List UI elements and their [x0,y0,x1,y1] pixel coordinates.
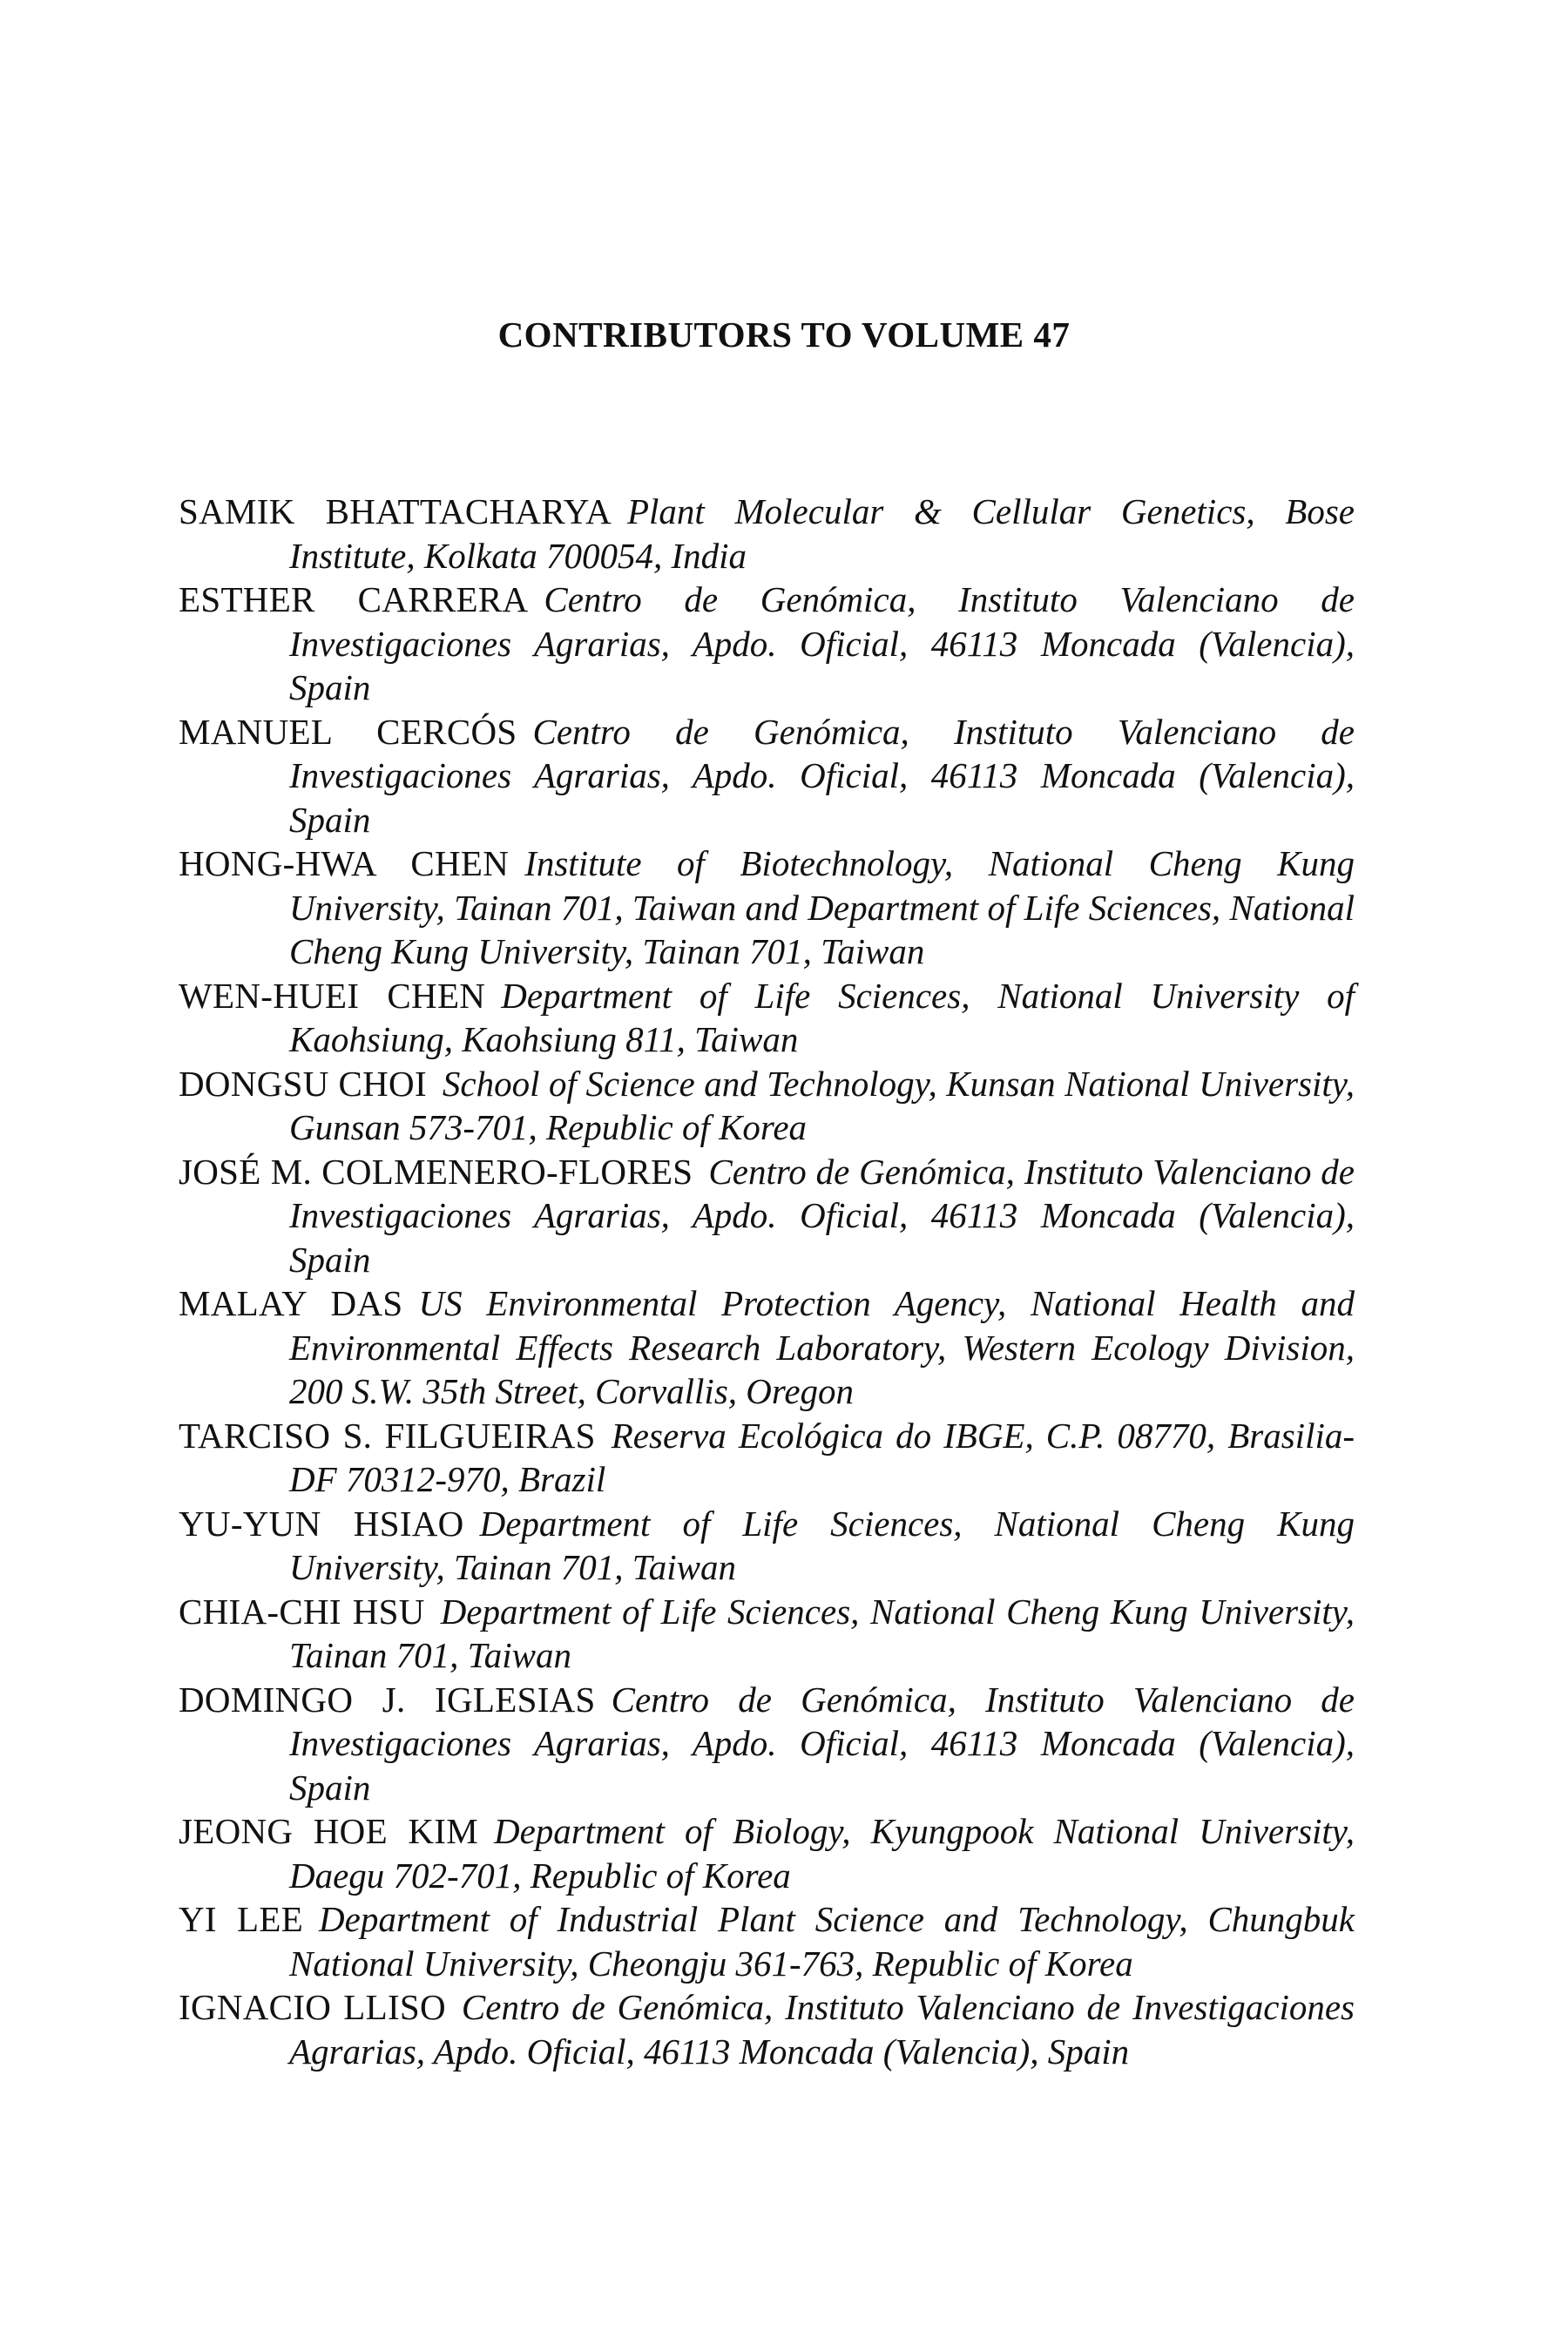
contributor-entry [179,1150,1355,1282]
contributor-name: MALAY DAS [179,1283,403,1323]
contributor-entry [179,1414,1355,1502]
contributor-affiliation: Department of Life Sciences, National University of Kaohsiung, Kaohsiung 811, Taiwan [289,975,1355,1059]
contributor-name: MANUEL CERCÓS [179,711,517,752]
contributor-entry [179,1897,1355,1985]
contributor-affiliation: Department of Life Sciences, National Cheng Kung University, Tainan 701, Taiwan [289,1503,1355,1587]
contributor-affiliation: Centro de Genómica, Instituto Valenciano de Investigaciones Agrarias, Apdo. Oficial, 46113 Moncada (Valencia), Spain [289,1987,1355,2072]
contributor-affiliation: Centro de Genómica, Instituto Valenciano de Investigaciones Agrarias, Apdo. Oficial, 46113 Moncada (Valencia), Spain [289,1151,1355,1280]
contributor-entry [179,710,1355,842]
contributor-affiliation: Institute of Biotechnology, National Cheng Kung University, Tainan 701, Taiwan and Department of Life Sciences, National Cheng Kung University, Tainan 701, Taiwan [289,843,1355,971]
contributor-entry [179,841,1355,974]
contributor-affiliation: Plant Molecular & Cellular Genetics, Bose Institute, Kolkata 700054, India [289,491,1355,576]
contributor-entry [179,1809,1355,1897]
contributor-entry [179,490,1355,578]
contributor-affiliation: Centro de Genómica, Instituto Valenciano de Investigaciones Agrarias, Apdo. Oficial, 46113 Moncada (Valencia), Spain [289,579,1355,707]
contributor-name: WEN-HUEI CHEN [179,975,486,1016]
contributor-entry [179,1985,1355,2073]
contributor-entry [179,578,1355,710]
contributor-name: JEONG HOE KIM [179,1811,478,1851]
contributor-affiliation: Centro de Genómica, Instituto Valenciano de Investigaciones Agrarias, Apdo. Oficial, 46113 Moncada (Valencia), Spain [289,1679,1355,1808]
contributor-name: DOMINGO J. IGLESIAS [179,1679,596,1720]
contributor-affiliation: Department of Life Sciences, National Cheng Kung University, Tainan 701, Taiwan [289,1591,1355,1675]
contributor-name: TARCISO S. FILGUEIRAS [179,1415,596,1456]
contributor-list [179,490,1355,2073]
contributor-entry [179,974,1355,1062]
contributor-entry [179,1062,1355,1150]
contributor-affiliation: Reserva Ecológica do IBGE, C.P. 08770, Brasilia-DF 70312-970, Brazil [289,1415,1355,1499]
contributor-name: YI LEE [179,1899,304,1939]
contributor-name: DONGSU CHOI [179,1063,427,1104]
contributor-name: JOSÉ M. COLMENERO-FLORES [179,1151,693,1192]
contributor-entry [179,1502,1355,1590]
contributor-affiliation: US Environmental Protection Agency, National Health and Environmental Effects Research Laboratory, Western Ecology Division, 200 S.W. 35th Street, Corvallis, Oregon [289,1283,1355,1411]
contributor-name: HONG-HWA CHEN [179,843,510,883]
contributor-entry [179,1590,1355,1678]
contributor-entry [179,1281,1355,1414]
contributor-name: CHIA-CHI HSU [179,1591,425,1632]
contributor-affiliation: School of Science and Technology, Kunsan National University, Gunsan 573-701, Republic of Korea [289,1063,1355,1147]
contributor-name: YU-YUN HSIAO [179,1503,464,1544]
contributor-name: SAMIK BHATTACHARYA [179,491,612,531]
page-title: CONTRIBUTORS TO VOLUME 47 [497,314,1071,355]
contributor-name: IGNACIO LLISO [179,1987,446,2027]
contributor-affiliation: Department of Biology, Kyungpook National University, Daegu 702-701, Republic of Korea [289,1811,1355,1896]
contributor-affiliation: Department of Industrial Plant Science and Technology, Chungbuk National University, Cheongju 361-763, Republic of Korea [289,1899,1355,1984]
contributor-name: ESTHER CARRERA [179,579,529,619]
contributor-entry [179,1678,1355,1810]
contributor-affiliation: Centro de Genómica, Instituto Valenciano de Investigaciones Agrarias, Apdo. Oficial, 46113 Moncada (Valencia), Spain [289,711,1355,840]
